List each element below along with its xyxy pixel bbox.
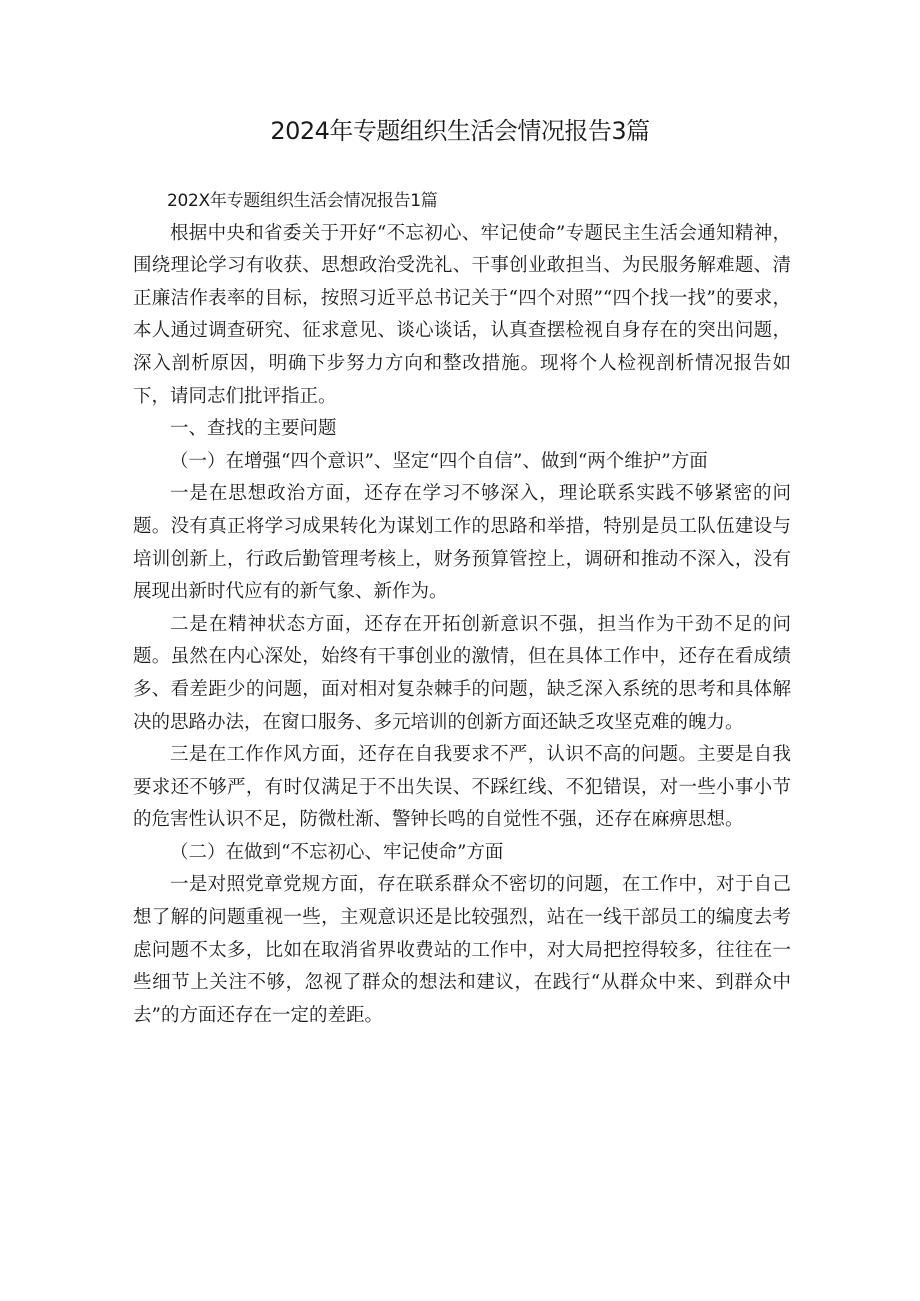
document-title: 2024年专题组织生活会情况报告3篇: [270, 117, 650, 145]
subsection-heading-2: （二）在做到“不忘初心、牢记使命”方面: [170, 841, 504, 863]
subsection-heading-1: （一）在增强“四个意识”、坚定“四个自信”、做到“两个维护”方面: [170, 450, 708, 472]
paragraph-item-1: 一是在思想政治方面，还存在学习不够深入，理论联系实践不够紧密的问题。没有真正将学习成果转化为谋划工作的思路和举措，特别是员工队伍建设与培训创新上，行政后勤管理考核上，财务预算管控上，调研和推动不深入，没有展现出新时代应有的新气象、新作为。: [133, 483, 791, 603]
paragraph-item-2: 二是在精神状态方面，还存在开拓创新意识不强，担当作为干劲不足的问题。虽然在内心深处，始终有干事创业的激情，但在具体工作中，还存在看成绩多、看差距少的问题，面对相对复杂棘手的问题，缺乏深入系统的思考和具体解决的思路办法，在窗口服务、多元培训的创新方面还缺乏攻坚克难的魄力。: [133, 613, 791, 733]
section-heading-1: 一、查找的主要问题: [170, 418, 337, 440]
paragraph-intro: 根据中央和省委关于开好“不忘初心、牢记使命”专题民主生活会通知精神，围绕理论学习有收获、思想政治受洗礼、干事创业敢担当、为民服务解难题、清正廉洁作表率的目标，按照习近平总书记关于“四个对照”“四个找一找”的要求，本人通过调查研究、征求意见、谈心谈话，认真查摆检视自身存在的突出问题，深入剖析原因，明确下步努力方向和整改措施。现将个人检视剖析情况报告如下，请同志们批评指正。: [133, 222, 791, 407]
report-subtitle: 202X年专题组织生活会情况报告1篇: [167, 191, 438, 211]
document-body: [133, 185, 791, 1032]
paragraph-item-4: 一是对照党章党规方面，存在联系群众不密切的问题，在工作中，对于自己想了解的问题重视一些，主观意识还是比较强烈，站在一线干部员工的编度去考虑问题不太多，比如在取消省界收费站的工作中，对大局把控得较多，往往在一些细节上关注不够，忽视了群众的想法和建议，在践行“从群众中来、到群众中去”的方面还存在一定的差距。: [133, 874, 791, 1026]
paragraph-item-3: 三是在工作作风方面，还存在自我要求不严，认识不高的问题。主要是自我要求还不够严，有时仅满足于不出失误、不踩红线、不犯错误，对一些小事小节的危害性认识不足，防微杜渐、警钟长鸣的自觉性不强，还存在麻痹思想。: [133, 744, 791, 831]
